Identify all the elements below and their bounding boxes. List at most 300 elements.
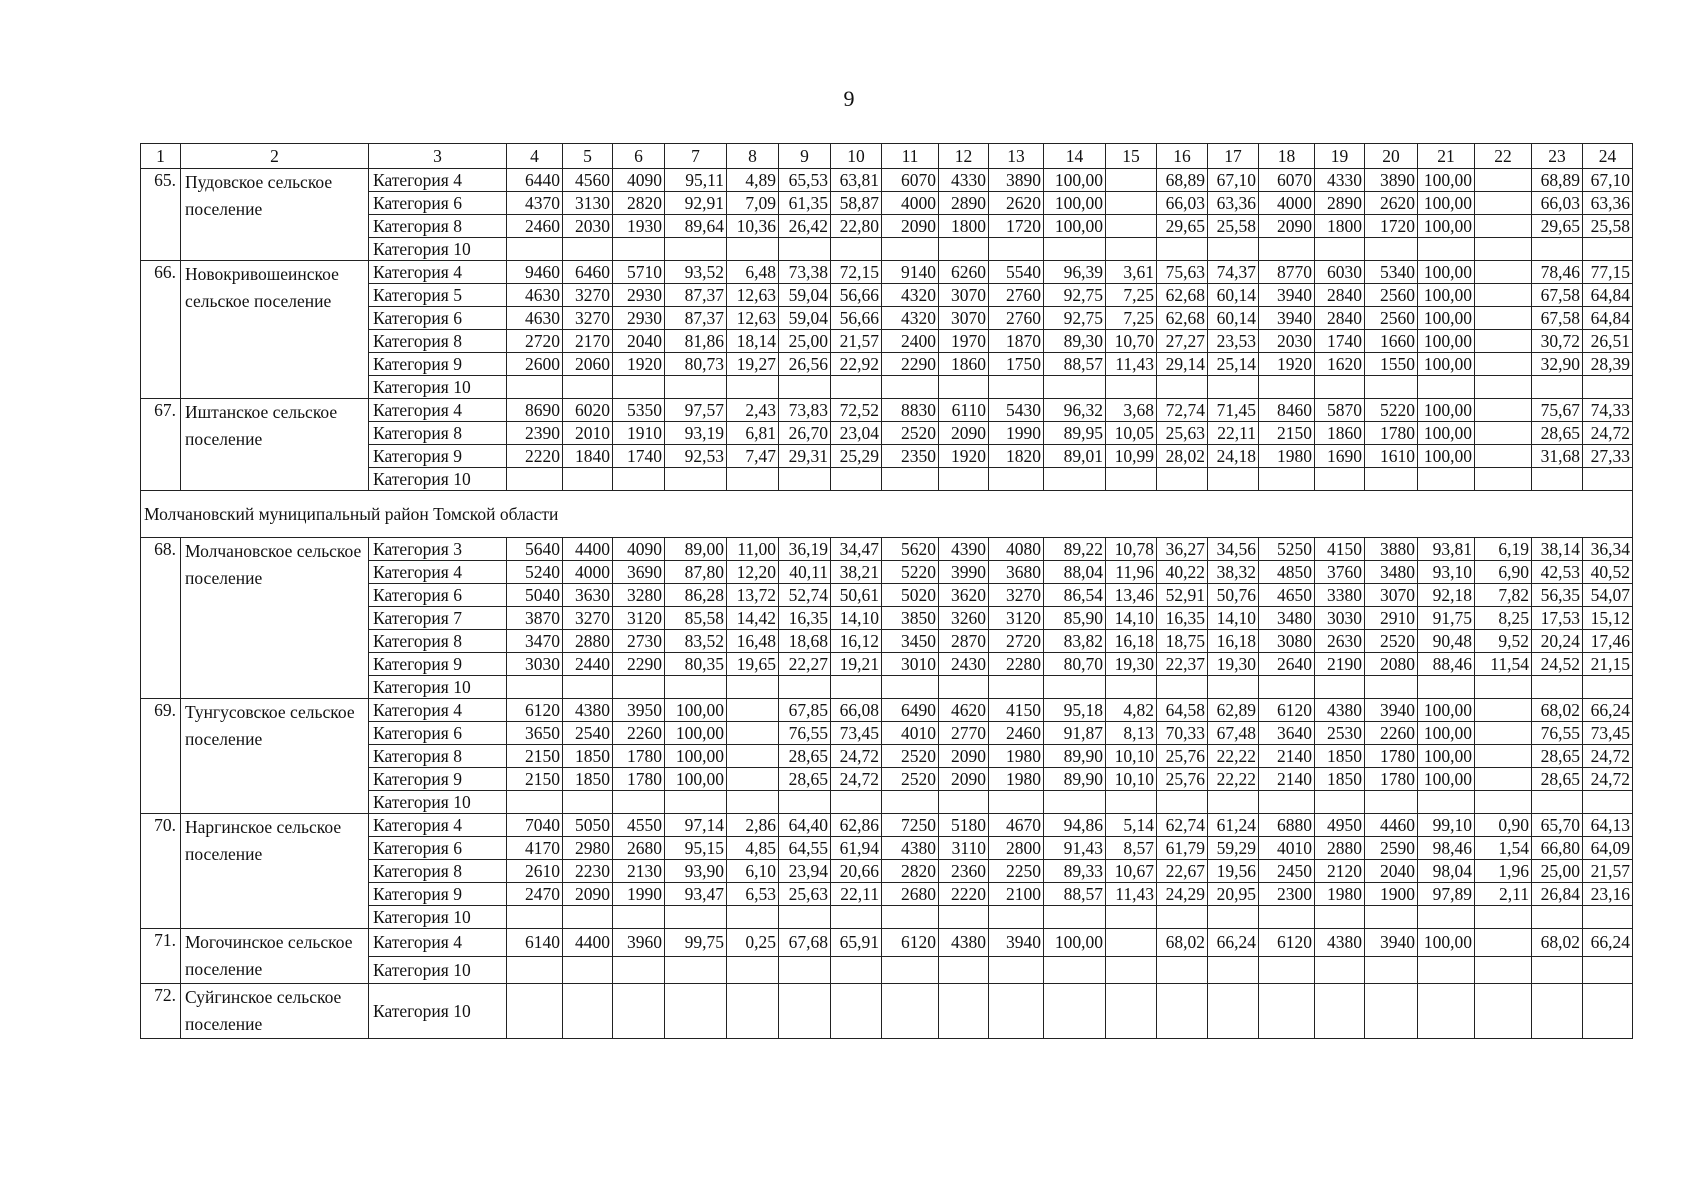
- value-cell: 36,19: [779, 538, 831, 561]
- column-header: 4: [507, 144, 563, 169]
- value-cell: [831, 376, 882, 399]
- value-cell: 8,57: [1106, 837, 1157, 860]
- value-cell: 2590: [1365, 837, 1418, 860]
- value-cell: [1044, 956, 1106, 984]
- value-cell: [507, 468, 563, 491]
- value-cell: [1106, 984, 1157, 1039]
- value-cell: 3650: [507, 722, 563, 745]
- value-cell: [563, 468, 613, 491]
- value-cell: 72,52: [831, 399, 882, 422]
- value-cell: [1475, 307, 1532, 330]
- value-cell: 1620: [1315, 353, 1365, 376]
- value-cell: 3940: [989, 929, 1044, 957]
- value-cell: 16,18: [1208, 630, 1259, 653]
- value-cell: [1475, 791, 1532, 814]
- value-cell: 4380: [1315, 929, 1365, 957]
- settlement-name: Тунгусовское сельское поселение: [181, 699, 369, 814]
- value-cell: [1106, 929, 1157, 957]
- value-cell: 2060: [563, 353, 613, 376]
- value-cell: [1157, 376, 1208, 399]
- value-cell: [1475, 468, 1532, 491]
- value-cell: 27,27: [1157, 330, 1208, 353]
- value-cell: 89,30: [1044, 330, 1106, 353]
- value-cell: [882, 791, 939, 814]
- value-cell: 100,00: [1418, 169, 1475, 192]
- value-cell: [1106, 676, 1157, 699]
- value-cell: 2350: [882, 445, 939, 468]
- value-cell: 7,25: [1106, 284, 1157, 307]
- value-cell: [1365, 676, 1418, 699]
- column-header: 6: [613, 144, 665, 169]
- category-cell: Категория 9: [369, 768, 507, 791]
- value-cell: [1208, 376, 1259, 399]
- value-cell: 4850: [1259, 561, 1315, 584]
- column-header: 18: [1259, 144, 1315, 169]
- value-cell: 4560: [563, 169, 613, 192]
- value-cell: 3470: [507, 630, 563, 653]
- value-cell: 87,37: [665, 307, 727, 330]
- value-cell: 2680: [613, 837, 665, 860]
- value-cell: 24,72: [1583, 745, 1633, 768]
- value-cell: 25,29: [831, 445, 882, 468]
- value-cell: 22,80: [831, 215, 882, 238]
- value-cell: 6020: [563, 399, 613, 422]
- value-cell: [939, 956, 989, 984]
- value-cell: 12,20: [727, 561, 779, 584]
- column-header: 5: [563, 144, 613, 169]
- category-cell: Категория 9: [369, 445, 507, 468]
- value-cell: 100,00: [1418, 261, 1475, 284]
- value-cell: 64,58: [1157, 699, 1208, 722]
- value-cell: 7250: [882, 814, 939, 837]
- value-cell: [727, 984, 779, 1039]
- value-cell: 1850: [1315, 768, 1365, 791]
- value-cell: 85,58: [665, 607, 727, 630]
- value-cell: 25,63: [1157, 422, 1208, 445]
- value-cell: [1532, 468, 1583, 491]
- value-cell: 8460: [1259, 399, 1315, 422]
- value-cell: 94,86: [1044, 814, 1106, 837]
- value-cell: 31,68: [1532, 445, 1583, 468]
- value-cell: 56,66: [831, 284, 882, 307]
- value-cell: 2880: [1315, 837, 1365, 860]
- value-cell: 2440: [563, 653, 613, 676]
- value-cell: 21,57: [831, 330, 882, 353]
- value-cell: [1475, 192, 1532, 215]
- value-cell: 22,11: [831, 883, 882, 906]
- value-cell: 4370: [507, 192, 563, 215]
- value-cell: 38,32: [1208, 561, 1259, 584]
- value-cell: 99,10: [1418, 814, 1475, 837]
- value-cell: 4080: [989, 538, 1044, 561]
- district-name: Молчановский муниципальный район Томской области: [141, 491, 1633, 538]
- value-cell: 25,58: [1208, 215, 1259, 238]
- value-cell: 6490: [882, 699, 939, 722]
- value-cell: 5040: [507, 584, 563, 607]
- value-cell: 68,02: [1157, 929, 1208, 957]
- value-cell: 2170: [563, 330, 613, 353]
- value-cell: 1740: [1315, 330, 1365, 353]
- value-cell: 66,24: [1208, 929, 1259, 957]
- value-cell: [1259, 468, 1315, 491]
- value-cell: 28,39: [1583, 353, 1633, 376]
- value-cell: 3,61: [1106, 261, 1157, 284]
- value-cell: 3870: [507, 607, 563, 630]
- value-cell: 88,57: [1044, 883, 1106, 906]
- value-cell: 1920: [1259, 353, 1315, 376]
- value-cell: 24,29: [1157, 883, 1208, 906]
- value-cell: [1418, 468, 1475, 491]
- value-cell: [727, 676, 779, 699]
- value-cell: 6120: [1259, 929, 1315, 957]
- value-cell: 24,52: [1532, 653, 1583, 676]
- value-cell: 15,12: [1583, 607, 1633, 630]
- value-cell: 3110: [939, 837, 989, 860]
- value-cell: 25,14: [1208, 353, 1259, 376]
- value-cell: 3890: [989, 169, 1044, 192]
- value-cell: 4390: [939, 538, 989, 561]
- value-cell: 16,35: [1157, 607, 1208, 630]
- value-cell: [1532, 906, 1583, 929]
- value-cell: 100,00: [1044, 215, 1106, 238]
- value-cell: 5620: [882, 538, 939, 561]
- value-cell: 3940: [1259, 284, 1315, 307]
- value-cell: 19,65: [727, 653, 779, 676]
- value-cell: 100,00: [1418, 929, 1475, 957]
- value-cell: 3690: [613, 561, 665, 584]
- value-cell: 1850: [563, 768, 613, 791]
- value-cell: 99,75: [665, 929, 727, 957]
- value-cell: 1610: [1365, 445, 1418, 468]
- value-cell: 2530: [1315, 722, 1365, 745]
- value-cell: 3680: [989, 561, 1044, 584]
- value-cell: [563, 238, 613, 261]
- value-cell: 4150: [1315, 538, 1365, 561]
- value-cell: [727, 745, 779, 768]
- value-cell: 2150: [1259, 422, 1315, 445]
- column-header: 16: [1157, 144, 1208, 169]
- value-cell: 100,00: [1418, 445, 1475, 468]
- category-cell: Категория 6: [369, 722, 507, 745]
- value-cell: [727, 791, 779, 814]
- value-cell: 2100: [989, 883, 1044, 906]
- value-cell: 6070: [1259, 169, 1315, 192]
- value-cell: 2090: [882, 215, 939, 238]
- value-cell: 25,76: [1157, 768, 1208, 791]
- value-cell: 4400: [563, 929, 613, 957]
- value-cell: 80,73: [665, 353, 727, 376]
- value-cell: 89,22: [1044, 538, 1106, 561]
- value-cell: 40,52: [1583, 561, 1633, 584]
- value-cell: 2,43: [727, 399, 779, 422]
- value-cell: 2980: [563, 837, 613, 860]
- value-cell: [613, 791, 665, 814]
- value-cell: 2140: [1259, 745, 1315, 768]
- value-cell: [989, 956, 1044, 984]
- value-cell: 4380: [563, 699, 613, 722]
- value-cell: [1106, 238, 1157, 261]
- value-cell: 89,95: [1044, 422, 1106, 445]
- value-cell: 63,36: [1208, 192, 1259, 215]
- table-row: [141, 929, 1633, 957]
- value-cell: 4650: [1259, 584, 1315, 607]
- value-cell: 6070: [882, 169, 939, 192]
- category-cell: Категория 10: [369, 676, 507, 699]
- value-cell: 36,34: [1583, 538, 1633, 561]
- value-cell: [1583, 468, 1633, 491]
- value-cell: 2040: [613, 330, 665, 353]
- value-cell: 2890: [1315, 192, 1365, 215]
- value-cell: 6880: [1259, 814, 1315, 837]
- value-cell: [665, 468, 727, 491]
- value-cell: 7,09: [727, 192, 779, 215]
- value-cell: [779, 676, 831, 699]
- value-cell: 2090: [1259, 215, 1315, 238]
- value-cell: 1740: [613, 445, 665, 468]
- value-cell: 24,18: [1208, 445, 1259, 468]
- value-cell: 2150: [507, 745, 563, 768]
- value-cell: [1044, 238, 1106, 261]
- value-cell: [1418, 238, 1475, 261]
- value-cell: 67,68: [779, 929, 831, 957]
- value-cell: [727, 768, 779, 791]
- value-cell: 21,57: [1583, 860, 1633, 883]
- value-cell: [1475, 330, 1532, 353]
- value-cell: 19,56: [1208, 860, 1259, 883]
- value-cell: [939, 468, 989, 491]
- value-cell: 4630: [507, 307, 563, 330]
- value-cell: 2400: [882, 330, 939, 353]
- value-cell: [1044, 984, 1106, 1039]
- value-cell: 30,72: [1532, 330, 1583, 353]
- value-cell: [1475, 215, 1532, 238]
- value-cell: [727, 699, 779, 722]
- category-cell: Категория 8: [369, 422, 507, 445]
- value-cell: [1475, 699, 1532, 722]
- value-cell: [1475, 399, 1532, 422]
- value-cell: 23,16: [1583, 883, 1633, 906]
- value-cell: 64,84: [1583, 284, 1633, 307]
- value-cell: 28,65: [779, 768, 831, 791]
- value-cell: 2460: [507, 215, 563, 238]
- value-cell: 2520: [1365, 630, 1418, 653]
- value-cell: 10,78: [1106, 538, 1157, 561]
- value-cell: 96,39: [1044, 261, 1106, 284]
- value-cell: [882, 376, 939, 399]
- value-cell: [507, 956, 563, 984]
- value-cell: [1365, 468, 1418, 491]
- column-header: 12: [939, 144, 989, 169]
- value-cell: [1418, 956, 1475, 984]
- value-cell: 6120: [882, 929, 939, 957]
- value-cell: 64,13: [1583, 814, 1633, 837]
- value-cell: [665, 376, 727, 399]
- value-cell: 64,55: [779, 837, 831, 860]
- column-header: 20: [1365, 144, 1418, 169]
- value-cell: 10,36: [727, 215, 779, 238]
- value-cell: 6,53: [727, 883, 779, 906]
- value-cell: 4380: [882, 837, 939, 860]
- value-cell: [563, 906, 613, 929]
- value-cell: [1315, 376, 1365, 399]
- value-cell: 93,47: [665, 883, 727, 906]
- value-cell: 68,89: [1157, 169, 1208, 192]
- value-cell: 1850: [1315, 745, 1365, 768]
- value-cell: 75,63: [1157, 261, 1208, 284]
- value-cell: 9,52: [1475, 630, 1532, 653]
- value-cell: 10,10: [1106, 745, 1157, 768]
- value-cell: 8,25: [1475, 607, 1532, 630]
- value-cell: 1720: [989, 215, 1044, 238]
- value-cell: 24,72: [831, 768, 882, 791]
- settlement-number: 69.: [141, 699, 181, 814]
- page-number: 9: [843, 86, 855, 111]
- value-cell: [1475, 261, 1532, 284]
- category-cell: Категория 3: [369, 538, 507, 561]
- table-row: [141, 399, 1633, 422]
- value-cell: 17,53: [1532, 607, 1583, 630]
- value-cell: 64,40: [779, 814, 831, 837]
- value-cell: 73,38: [779, 261, 831, 284]
- value-cell: 66,80: [1532, 837, 1583, 860]
- value-cell: 6110: [939, 399, 989, 422]
- value-cell: 1780: [1365, 745, 1418, 768]
- value-cell: [989, 468, 1044, 491]
- value-cell: 2720: [507, 330, 563, 353]
- value-cell: 66,03: [1157, 192, 1208, 215]
- settlement-name: Суйгинское сельское поселение: [181, 984, 369, 1039]
- value-cell: 1780: [1365, 768, 1418, 791]
- value-cell: [563, 984, 613, 1039]
- value-cell: 3450: [882, 630, 939, 653]
- value-cell: 2130: [613, 860, 665, 883]
- value-cell: 14,10: [1208, 607, 1259, 630]
- value-cell: 4170: [507, 837, 563, 860]
- value-cell: 4,82: [1106, 699, 1157, 722]
- value-cell: 4090: [613, 169, 665, 192]
- settlement-name: Пудовское сельское поселение: [181, 169, 369, 261]
- value-cell: 3950: [613, 699, 665, 722]
- value-cell: [507, 791, 563, 814]
- value-cell: [1044, 376, 1106, 399]
- value-cell: 98,04: [1418, 860, 1475, 883]
- value-cell: 100,00: [665, 768, 727, 791]
- settlement-number: 70.: [141, 814, 181, 929]
- value-cell: 1920: [939, 445, 989, 468]
- value-cell: 23,53: [1208, 330, 1259, 353]
- value-cell: [1532, 956, 1583, 984]
- value-cell: [1157, 956, 1208, 984]
- value-cell: 14,10: [831, 607, 882, 630]
- column-header: 10: [831, 144, 882, 169]
- value-cell: 66,24: [1583, 699, 1633, 722]
- value-cell: 19,21: [831, 653, 882, 676]
- category-cell: Категория 9: [369, 883, 507, 906]
- value-cell: 22,37: [1157, 653, 1208, 676]
- value-cell: 18,14: [727, 330, 779, 353]
- value-cell: [1157, 238, 1208, 261]
- value-cell: 40,22: [1157, 561, 1208, 584]
- value-cell: 100,00: [665, 699, 727, 722]
- value-cell: 62,74: [1157, 814, 1208, 837]
- value-cell: 72,15: [831, 261, 882, 284]
- value-cell: 8770: [1259, 261, 1315, 284]
- value-cell: [1475, 768, 1532, 791]
- value-cell: [665, 676, 727, 699]
- value-cell: 4010: [882, 722, 939, 745]
- value-cell: 4,89: [727, 169, 779, 192]
- value-cell: [831, 238, 882, 261]
- value-cell: 17,46: [1583, 630, 1633, 653]
- value-cell: 100,00: [1418, 768, 1475, 791]
- value-cell: 20,24: [1532, 630, 1583, 653]
- value-cell: 3070: [1365, 584, 1418, 607]
- value-cell: 6120: [1259, 699, 1315, 722]
- value-cell: 100,00: [1418, 192, 1475, 215]
- value-cell: [1315, 238, 1365, 261]
- value-cell: 80,35: [665, 653, 727, 676]
- value-cell: [1315, 791, 1365, 814]
- value-cell: 100,00: [1418, 284, 1475, 307]
- settlement-name: Молчановское сельское поселение: [181, 538, 369, 699]
- value-cell: 2230: [563, 860, 613, 883]
- value-cell: [1418, 906, 1475, 929]
- value-cell: 2280: [989, 653, 1044, 676]
- value-cell: 2620: [989, 192, 1044, 215]
- value-cell: 1920: [613, 353, 665, 376]
- value-cell: 6,48: [727, 261, 779, 284]
- value-cell: 36,27: [1157, 538, 1208, 561]
- value-cell: 28,65: [1532, 768, 1583, 791]
- value-cell: 3080: [1259, 630, 1315, 653]
- value-cell: 6440: [507, 169, 563, 192]
- value-cell: 100,00: [1044, 929, 1106, 957]
- value-cell: 6,10: [727, 860, 779, 883]
- value-cell: [1532, 791, 1583, 814]
- value-cell: 100,00: [1418, 353, 1475, 376]
- value-cell: 4670: [989, 814, 1044, 837]
- value-cell: [1475, 956, 1532, 984]
- value-cell: 100,00: [1418, 422, 1475, 445]
- value-cell: [665, 238, 727, 261]
- value-cell: [1475, 445, 1532, 468]
- value-cell: 1800: [1315, 215, 1365, 238]
- value-cell: 2880: [563, 630, 613, 653]
- category-cell: Категория 6: [369, 307, 507, 330]
- value-cell: 3270: [563, 607, 613, 630]
- value-cell: [939, 376, 989, 399]
- value-cell: 32,90: [1532, 353, 1583, 376]
- value-cell: 5250: [1259, 538, 1315, 561]
- table-row: [141, 261, 1633, 284]
- value-cell: [1475, 284, 1532, 307]
- value-cell: 4550: [613, 814, 665, 837]
- value-cell: [1475, 353, 1532, 376]
- value-cell: 3940: [1365, 929, 1418, 957]
- value-cell: [563, 376, 613, 399]
- value-cell: 96,32: [1044, 399, 1106, 422]
- value-cell: [1106, 169, 1157, 192]
- value-cell: 2290: [613, 653, 665, 676]
- value-cell: 62,89: [1208, 699, 1259, 722]
- value-cell: 2890: [939, 192, 989, 215]
- value-cell: 14,42: [727, 607, 779, 630]
- value-cell: [727, 376, 779, 399]
- value-cell: 3990: [939, 561, 989, 584]
- value-cell: 4460: [1365, 814, 1418, 837]
- value-cell: 2800: [989, 837, 1044, 860]
- value-cell: [1475, 906, 1532, 929]
